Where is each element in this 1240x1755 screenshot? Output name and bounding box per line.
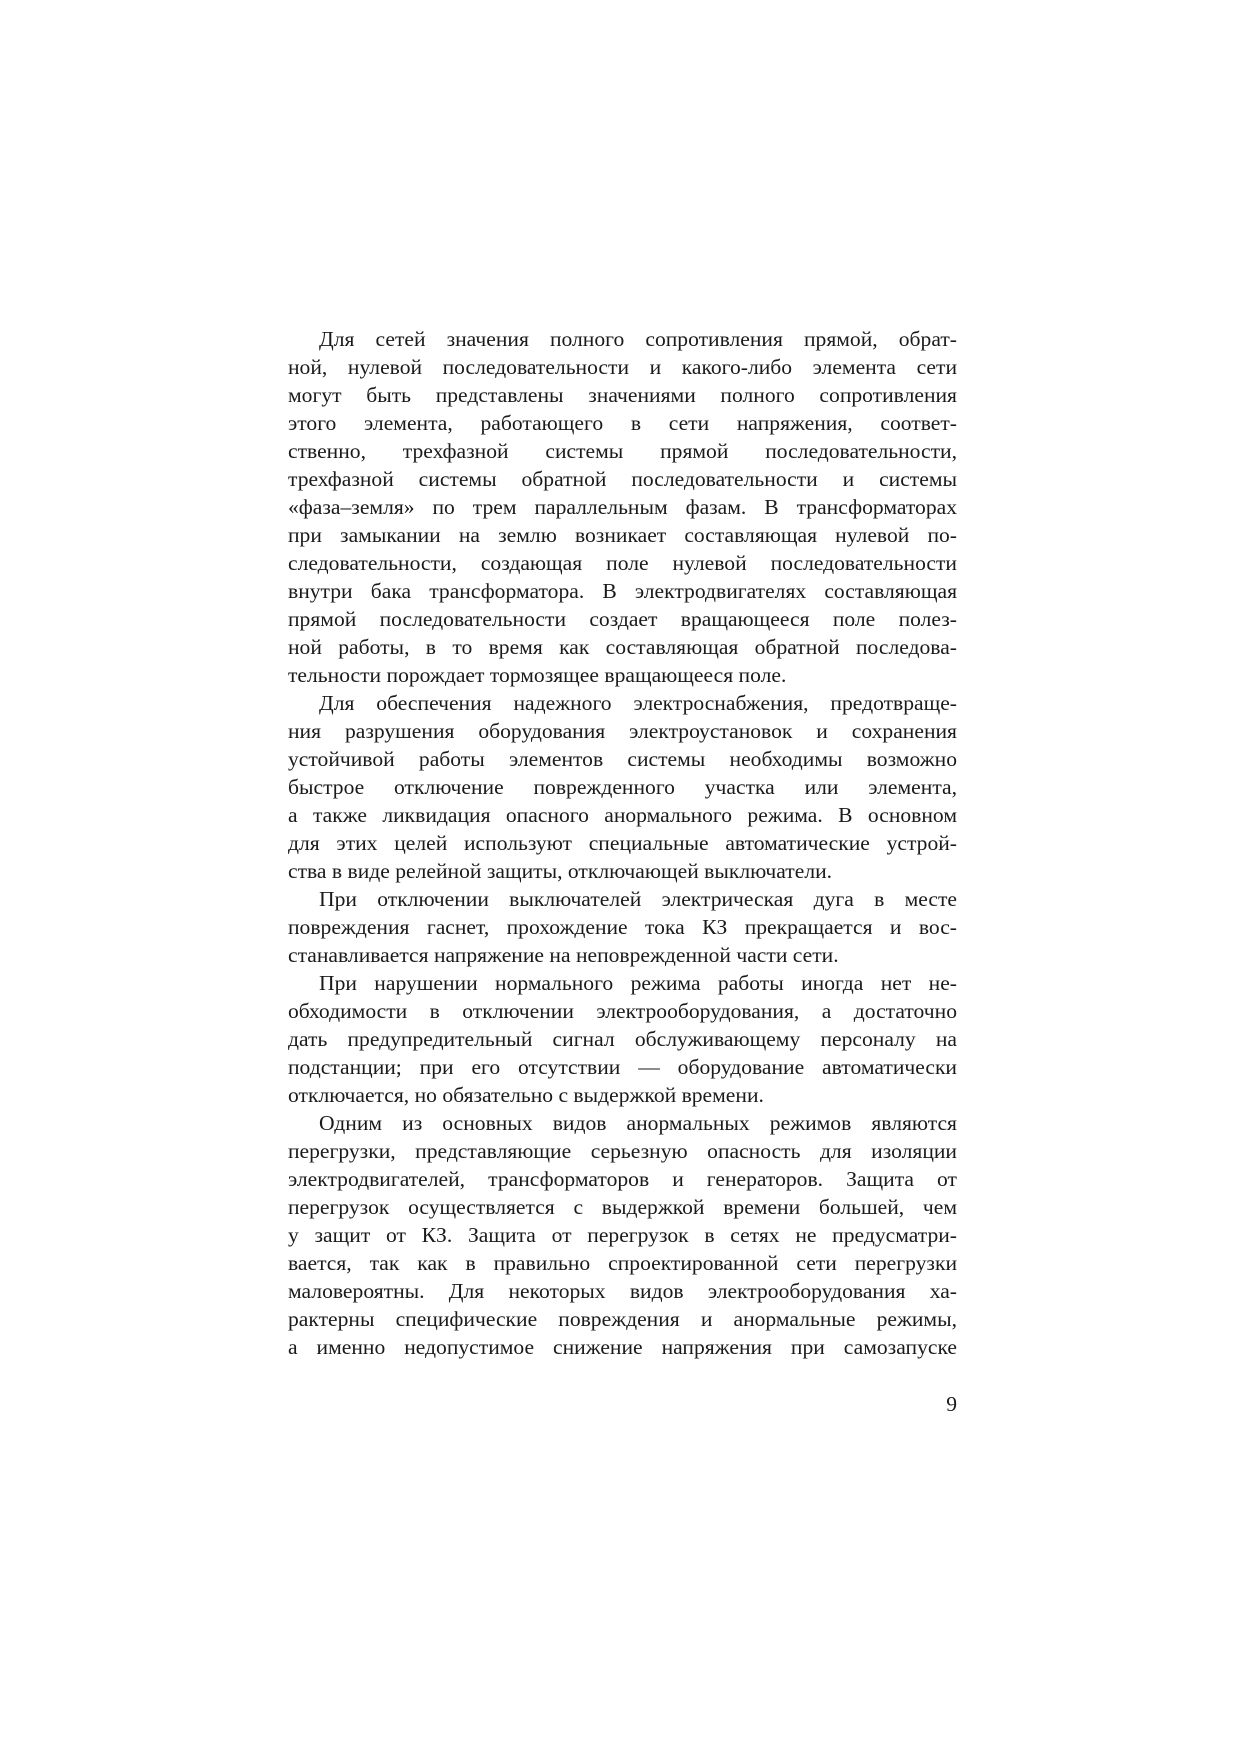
paragraph-5 — [288, 1109, 957, 1361]
text-line: Одним из основных видов анормальных режимов являются — [319, 1111, 957, 1135]
text-line: внутри бака трансформатора. В электродвигателях составляющая — [288, 579, 957, 603]
page-number: 9 — [946, 1392, 957, 1416]
text-line: При отключении выключателей электрическая дуга в месте — [319, 887, 957, 911]
text-line: отключается, но обязательно с выдержкой времени. — [288, 1083, 764, 1107]
body-text — [288, 325, 957, 1361]
text-line: «фаза–земля» по трем параллельным фазам. В трансформаторах — [288, 495, 957, 519]
text-line: При нарушении нормального режима работы иногда нет не- — [319, 971, 957, 995]
text-line: а именно недопустимое снижение напряжения при самозапуске — [288, 1335, 957, 1359]
text-line: обходимости в отключении электрооборудования, а достаточно — [288, 999, 957, 1023]
text-line: повреждения гаснет, прохождение тока КЗ прекращается и вос- — [288, 915, 957, 939]
text-line: ния разрушения оборудования электроустановок и сохранения — [288, 719, 957, 743]
paragraph-4 — [288, 969, 957, 1109]
paragraph-1 — [288, 325, 957, 689]
text-line: у защит от КЗ. Защита от перегрузок в сетях не предусматри- — [288, 1223, 957, 1247]
text-line: ной работы, в то время как составляющая обратной последова- — [288, 635, 957, 659]
text-line: рактерны специфические повреждения и анормальные режимы, — [288, 1307, 957, 1331]
text-line: Для обеспечения надежного электроснабжения, предотвраще- — [319, 691, 957, 715]
text-line: устойчивой работы элементов системы необходимы возможно — [288, 747, 957, 771]
text-line: прямой последовательности создает вращающееся поле полез- — [288, 607, 957, 631]
text-line: следовательности, создающая поле нулевой последовательности — [288, 551, 957, 575]
text-line: вается, так как в правильно спроектированной сети перегрузки — [288, 1251, 957, 1275]
paragraph-3 — [288, 885, 957, 969]
text-line: ственно, трехфазной системы прямой последовательности, — [288, 439, 957, 463]
text-line: ной, нулевой последовательности и какого-либо элемента сети — [288, 355, 957, 379]
text-line: дать предупредительный сигнал обслуживающему персоналу на — [288, 1027, 957, 1051]
text-line: трехфазной системы обратной последовательности и системы — [288, 467, 957, 491]
text-line: быстрое отключение поврежденного участка или элемента, — [288, 775, 957, 799]
text-line: ства в виде релейной защиты, отключающей выключатели. — [288, 859, 833, 883]
text-line: подстанции; при его отсутствии — оборудование автоматически — [288, 1055, 957, 1079]
text-line: электродвигателей, трансформаторов и генераторов. Защита от — [288, 1167, 957, 1191]
text-line: для этих целей используют специальные автоматические устрой- — [288, 831, 957, 855]
text-line: при замыкании на землю возникает составляющая нулевой по- — [288, 523, 957, 547]
text-line: станавливается напряжение на неповрежденной части сети. — [288, 943, 839, 967]
text-line: а также ликвидация опасного анормального режима. В основном — [288, 803, 957, 827]
text-line: Для сетей значения полного сопротивления прямой, обрат- — [319, 327, 957, 351]
text-line: могут быть представлены значениями полного сопротивления — [288, 383, 957, 407]
text-line: этого элемента, работающего в сети напряжения, соответ- — [288, 411, 957, 435]
text-line: перегрузки, представляющие серьезную опасность для изоляции — [288, 1139, 957, 1163]
text-line: тельности порождает тормозящее вращающееся поле. — [288, 663, 787, 687]
text-line: маловероятны. Для некоторых видов электрооборудования ха- — [288, 1279, 957, 1303]
paragraph-2 — [288, 689, 957, 885]
text-line: перегрузок осуществляется с выдержкой времени большей, чем — [288, 1195, 957, 1219]
